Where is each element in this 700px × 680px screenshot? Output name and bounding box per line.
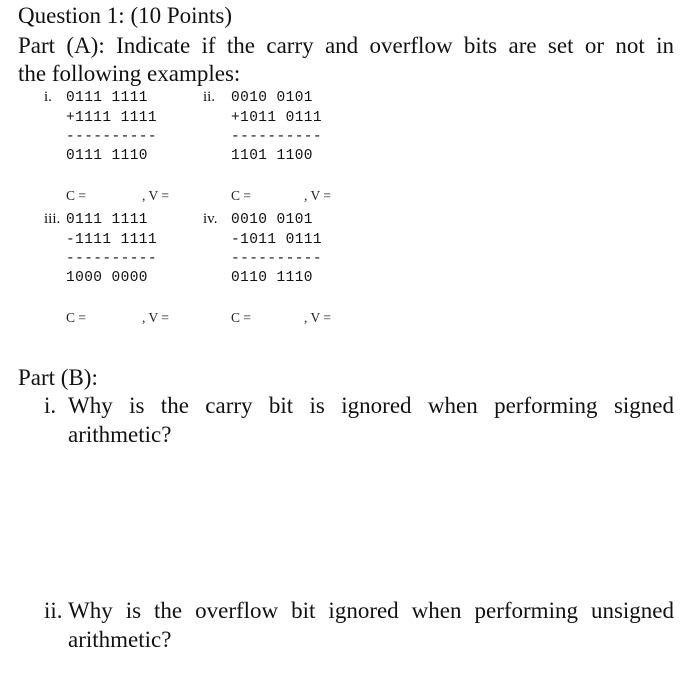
overflow-label: , V = (142, 188, 169, 203)
part-b-q1-line1: Why is the carry bit is ignored when performing signed (68, 393, 674, 418)
overflow-label: , V = (304, 310, 331, 325)
result: 0111 1110 (66, 148, 148, 164)
separator: ---------- (66, 129, 158, 145)
operand-2: -1111 1111 (66, 232, 158, 248)
part-b-q2-line2: arithmetic? (68, 627, 172, 652)
operand-1: 0010 0101 (231, 212, 313, 228)
carry-label: C = (231, 188, 251, 203)
separator: ---------- (231, 251, 323, 267)
question-title: Question 1: (10 Points) (18, 3, 233, 28)
result: 0110 1110 (231, 270, 313, 286)
example-label: iv. (203, 211, 218, 227)
carry-label: C = (66, 188, 86, 203)
carry-label: C = (66, 310, 86, 325)
part-a-instruction-line2: the following examples: (18, 61, 241, 86)
overflow-label: , V = (142, 310, 169, 325)
part-b-q2-line1: Why is the overflow bit ignored when performing unsigned (68, 598, 674, 623)
operand-1: 0111 1111 (66, 90, 148, 106)
example-label: ii. (203, 89, 216, 105)
example-label: i. (44, 89, 52, 105)
example-label: iii. (44, 211, 61, 227)
overflow-label: , V = (304, 188, 331, 203)
operand-2: +1011 0111 (231, 110, 323, 126)
operand-2: +1111 1111 (66, 110, 158, 126)
operand-1: 0111 1111 (66, 212, 148, 228)
carry-label: C = (231, 310, 251, 325)
part-a-instruction-line1: Part (A): Indicate if the carry and overflow bits are set or not in (18, 33, 674, 58)
result: 1101 1100 (231, 148, 313, 164)
result: 1000 0000 (66, 270, 148, 286)
operand-2: -1011 0111 (231, 232, 323, 248)
separator: ---------- (66, 251, 158, 267)
part-b-q1-line2: arithmetic? (68, 422, 172, 447)
part-b-q1-label: i. (44, 393, 57, 418)
separator: ---------- (231, 129, 323, 145)
part-b-title: Part (B): (18, 365, 98, 390)
operand-1: 0010 0101 (231, 90, 313, 106)
part-b-q2-label: ii. (44, 598, 63, 623)
